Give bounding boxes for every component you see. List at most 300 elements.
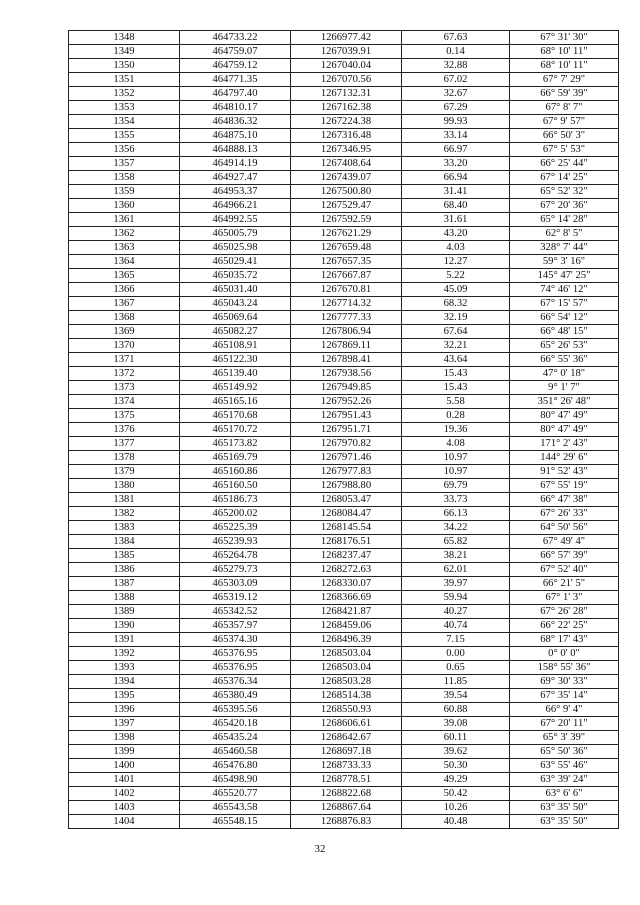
distance-cell: 66.94 — [402, 171, 510, 185]
distance-cell: 40.27 — [402, 605, 510, 619]
x-coordinate-cell: 464810.17 — [180, 101, 291, 115]
angle-cell: 66° 48' 15" — [510, 325, 619, 339]
y-coordinate-cell: 1268697.18 — [291, 745, 402, 759]
y-coordinate-cell: 1267659.48 — [291, 241, 402, 255]
table-row — [69, 129, 619, 143]
y-coordinate-cell: 1267408.64 — [291, 157, 402, 171]
x-coordinate-cell: 465122.30 — [180, 353, 291, 367]
angle-cell: 63° 35' 50" — [510, 801, 619, 815]
angle-cell: 74° 46' 12" — [510, 283, 619, 297]
table-row — [69, 255, 619, 269]
table-row — [69, 759, 619, 773]
table-row — [69, 549, 619, 563]
angle-cell: 0° 0' 0" — [510, 647, 619, 661]
point-number-cell: 1349 — [69, 45, 180, 59]
angle-cell: 9° 1' 7" — [510, 381, 619, 395]
point-number-cell: 1380 — [69, 479, 180, 493]
point-number-cell: 1368 — [69, 311, 180, 325]
distance-cell: 68.32 — [402, 297, 510, 311]
y-coordinate-cell: 1267938.56 — [291, 367, 402, 381]
distance-cell: 66.97 — [402, 143, 510, 157]
distance-cell: 33.20 — [402, 157, 510, 171]
angle-cell: 66° 25' 44" — [510, 157, 619, 171]
table-row — [69, 199, 619, 213]
table-row — [69, 479, 619, 493]
table-row — [69, 801, 619, 815]
point-number-cell: 1363 — [69, 241, 180, 255]
angle-cell: 67° 35' 14" — [510, 689, 619, 703]
table-row — [69, 409, 619, 423]
coordinates-table — [68, 30, 619, 829]
angle-cell: 66° 55' 36" — [510, 353, 619, 367]
y-coordinate-cell: 1267988.80 — [291, 479, 402, 493]
distance-cell: 40.74 — [402, 619, 510, 633]
table-row — [69, 563, 619, 577]
x-coordinate-cell: 465239.93 — [180, 535, 291, 549]
y-coordinate-cell: 1267970.82 — [291, 437, 402, 451]
distance-cell: 49.29 — [402, 773, 510, 787]
y-coordinate-cell: 1267500.80 — [291, 185, 402, 199]
table-row — [69, 45, 619, 59]
point-number-cell: 1378 — [69, 451, 180, 465]
distance-cell: 10.26 — [402, 801, 510, 815]
y-coordinate-cell: 1267657.35 — [291, 255, 402, 269]
angle-cell: 64° 50' 56" — [510, 521, 619, 535]
table-row — [69, 815, 619, 829]
y-coordinate-cell: 1267951.71 — [291, 423, 402, 437]
angle-cell: 67° 7' 29" — [510, 73, 619, 87]
table-row — [69, 269, 619, 283]
y-coordinate-cell: 1267806.94 — [291, 325, 402, 339]
distance-cell: 34.22 — [402, 521, 510, 535]
y-coordinate-cell: 1268084.47 — [291, 507, 402, 521]
angle-cell: 66° 21' 5" — [510, 577, 619, 591]
point-number-cell: 1397 — [69, 717, 180, 731]
y-coordinate-cell: 1268822.68 — [291, 787, 402, 801]
x-coordinate-cell: 464733.22 — [180, 31, 291, 45]
table-row — [69, 591, 619, 605]
table-row — [69, 297, 619, 311]
y-coordinate-cell: 1267971.46 — [291, 451, 402, 465]
table-row — [69, 101, 619, 115]
x-coordinate-cell: 464875.10 — [180, 129, 291, 143]
distance-cell: 39.08 — [402, 717, 510, 731]
table-row — [69, 311, 619, 325]
distance-cell: 5.22 — [402, 269, 510, 283]
y-coordinate-cell: 1268867.64 — [291, 801, 402, 815]
angle-cell: 66° 22' 25" — [510, 619, 619, 633]
point-number-cell: 1401 — [69, 773, 180, 787]
angle-cell: 67° 31' 30" — [510, 31, 619, 45]
x-coordinate-cell: 465043.24 — [180, 297, 291, 311]
table-row — [69, 521, 619, 535]
y-coordinate-cell: 1268145.54 — [291, 521, 402, 535]
angle-cell: 47° 0' 18" — [510, 367, 619, 381]
point-number-cell: 1390 — [69, 619, 180, 633]
distance-cell: 12.27 — [402, 255, 510, 269]
angle-cell: 63° 35' 50" — [510, 815, 619, 829]
point-number-cell: 1351 — [69, 73, 180, 87]
x-coordinate-cell: 465476.80 — [180, 759, 291, 773]
y-coordinate-cell: 1268550.93 — [291, 703, 402, 717]
point-number-cell: 1387 — [69, 577, 180, 591]
point-number-cell: 1385 — [69, 549, 180, 563]
angle-cell: 67° 14' 25" — [510, 171, 619, 185]
distance-cell: 4.03 — [402, 241, 510, 255]
x-coordinate-cell: 465186.73 — [180, 493, 291, 507]
y-coordinate-cell: 1267039.91 — [291, 45, 402, 59]
distance-cell: 67.64 — [402, 325, 510, 339]
angle-cell: 69° 30' 33" — [510, 675, 619, 689]
x-coordinate-cell: 465025.98 — [180, 241, 291, 255]
y-coordinate-cell: 1267316.48 — [291, 129, 402, 143]
table-row — [69, 675, 619, 689]
y-coordinate-cell: 1267346.95 — [291, 143, 402, 157]
distance-cell: 39.54 — [402, 689, 510, 703]
y-coordinate-cell: 1267592.59 — [291, 213, 402, 227]
table-row — [69, 507, 619, 521]
y-coordinate-cell: 1267952.26 — [291, 395, 402, 409]
x-coordinate-cell: 465069.64 — [180, 311, 291, 325]
angle-cell: 68° 10' 11" — [510, 45, 619, 59]
distance-cell: 40.48 — [402, 815, 510, 829]
point-number-cell: 1400 — [69, 759, 180, 773]
table-row — [69, 661, 619, 675]
x-coordinate-cell: 465498.90 — [180, 773, 291, 787]
x-coordinate-cell: 465342.52 — [180, 605, 291, 619]
x-coordinate-cell: 464966.21 — [180, 199, 291, 213]
distance-cell: 99.93 — [402, 115, 510, 129]
distance-cell: 68.40 — [402, 199, 510, 213]
table-row — [69, 227, 619, 241]
table-row — [69, 731, 619, 745]
y-coordinate-cell: 1267714.32 — [291, 297, 402, 311]
distance-cell: 33.14 — [402, 129, 510, 143]
x-coordinate-cell: 465435.24 — [180, 731, 291, 745]
distance-cell: 15.43 — [402, 381, 510, 395]
x-coordinate-cell: 465108.91 — [180, 339, 291, 353]
table-row — [69, 633, 619, 647]
table-row — [69, 619, 619, 633]
angle-cell: 67° 9' 57" — [510, 115, 619, 129]
angle-cell: 65° 50' 36" — [510, 745, 619, 759]
x-coordinate-cell: 465029.41 — [180, 255, 291, 269]
distance-cell: 60.88 — [402, 703, 510, 717]
point-number-cell: 1360 — [69, 199, 180, 213]
distance-cell: 32.19 — [402, 311, 510, 325]
table-row — [69, 115, 619, 129]
angle-cell: 80° 47' 49" — [510, 409, 619, 423]
point-number-cell: 1403 — [69, 801, 180, 815]
x-coordinate-cell: 464771.35 — [180, 73, 291, 87]
angle-cell: 59° 3' 16" — [510, 255, 619, 269]
y-coordinate-cell: 1268237.47 — [291, 549, 402, 563]
x-coordinate-cell: 464927.47 — [180, 171, 291, 185]
point-number-cell: 1379 — [69, 465, 180, 479]
x-coordinate-cell: 464836.32 — [180, 115, 291, 129]
x-coordinate-cell: 465035.72 — [180, 269, 291, 283]
angle-cell: 63° 55' 46" — [510, 759, 619, 773]
table-row — [69, 437, 619, 451]
distance-cell: 31.61 — [402, 213, 510, 227]
point-number-cell: 1372 — [69, 367, 180, 381]
y-coordinate-cell: 1268733.33 — [291, 759, 402, 773]
angle-cell: 67° 55' 19" — [510, 479, 619, 493]
x-coordinate-cell: 464759.07 — [180, 45, 291, 59]
x-coordinate-cell: 465160.50 — [180, 479, 291, 493]
angle-cell: 63° 6' 6" — [510, 787, 619, 801]
angle-cell: 91° 52' 43" — [510, 465, 619, 479]
distance-cell: 31.41 — [402, 185, 510, 199]
x-coordinate-cell: 464797.40 — [180, 87, 291, 101]
point-number-cell: 1374 — [69, 395, 180, 409]
point-number-cell: 1371 — [69, 353, 180, 367]
point-number-cell: 1352 — [69, 87, 180, 101]
y-coordinate-cell: 1268053.47 — [291, 493, 402, 507]
angle-cell: 158° 55' 36" — [510, 661, 619, 675]
distance-cell: 50.30 — [402, 759, 510, 773]
point-number-cell: 1366 — [69, 283, 180, 297]
point-number-cell: 1354 — [69, 115, 180, 129]
angle-cell: 67° 8' 7" — [510, 101, 619, 115]
angle-cell: 68° 10' 11" — [510, 59, 619, 73]
distance-cell: 32.67 — [402, 87, 510, 101]
angle-cell: 66° 57' 39" — [510, 549, 619, 563]
angle-cell: 67° 20' 36" — [510, 199, 619, 213]
point-number-cell: 1396 — [69, 703, 180, 717]
table-row — [69, 703, 619, 717]
distance-cell: 60.11 — [402, 731, 510, 745]
point-number-cell: 1381 — [69, 493, 180, 507]
table-row — [69, 73, 619, 87]
angle-cell: 62° 8' 5" — [510, 227, 619, 241]
point-number-cell: 1398 — [69, 731, 180, 745]
distance-cell: 10.97 — [402, 451, 510, 465]
table-row — [69, 493, 619, 507]
point-number-cell: 1369 — [69, 325, 180, 339]
angle-cell: 144° 29' 6" — [510, 451, 619, 465]
x-coordinate-cell: 464888.13 — [180, 143, 291, 157]
table-row — [69, 59, 619, 73]
angle-cell: 63° 39' 24" — [510, 773, 619, 787]
point-number-cell: 1358 — [69, 171, 180, 185]
table-row — [69, 395, 619, 409]
distance-cell: 67.63 — [402, 31, 510, 45]
x-coordinate-cell: 465303.09 — [180, 577, 291, 591]
point-number-cell: 1399 — [69, 745, 180, 759]
point-number-cell: 1377 — [69, 437, 180, 451]
point-number-cell: 1348 — [69, 31, 180, 45]
point-number-cell: 1357 — [69, 157, 180, 171]
distance-cell: 0.14 — [402, 45, 510, 59]
y-coordinate-cell: 1267949.85 — [291, 381, 402, 395]
y-coordinate-cell: 1268330.07 — [291, 577, 402, 591]
x-coordinate-cell: 465173.82 — [180, 437, 291, 451]
point-number-cell: 1353 — [69, 101, 180, 115]
distance-cell: 39.62 — [402, 745, 510, 759]
point-number-cell: 1370 — [69, 339, 180, 353]
angle-cell: 66° 9' 4" — [510, 703, 619, 717]
point-number-cell: 1365 — [69, 269, 180, 283]
distance-cell: 66.13 — [402, 507, 510, 521]
x-coordinate-cell: 465170.72 — [180, 423, 291, 437]
table-row — [69, 647, 619, 661]
y-coordinate-cell: 1267040.04 — [291, 59, 402, 73]
table-row — [69, 451, 619, 465]
table-row — [69, 605, 619, 619]
angle-cell: 67° 26' 33" — [510, 507, 619, 521]
distance-cell: 32.21 — [402, 339, 510, 353]
y-coordinate-cell: 1268642.67 — [291, 731, 402, 745]
angle-cell: 68° 17' 43" — [510, 633, 619, 647]
x-coordinate-cell: 465165.16 — [180, 395, 291, 409]
table-row — [69, 787, 619, 801]
x-coordinate-cell: 465357.97 — [180, 619, 291, 633]
point-number-cell: 1389 — [69, 605, 180, 619]
x-coordinate-cell: 464914.19 — [180, 157, 291, 171]
y-coordinate-cell: 1267529.47 — [291, 199, 402, 213]
table-row — [69, 367, 619, 381]
y-coordinate-cell: 1268503.04 — [291, 647, 402, 661]
distance-cell: 43.20 — [402, 227, 510, 241]
distance-cell: 62.01 — [402, 563, 510, 577]
table-row — [69, 745, 619, 759]
point-number-cell: 1382 — [69, 507, 180, 521]
point-number-cell: 1392 — [69, 647, 180, 661]
distance-cell: 0.28 — [402, 409, 510, 423]
angle-cell: 67° 52' 40" — [510, 563, 619, 577]
y-coordinate-cell: 1268496.39 — [291, 633, 402, 647]
angle-cell: 66° 54' 12" — [510, 311, 619, 325]
y-coordinate-cell: 1267439.07 — [291, 171, 402, 185]
point-number-cell: 1395 — [69, 689, 180, 703]
table-row — [69, 241, 619, 255]
x-coordinate-cell: 465149.92 — [180, 381, 291, 395]
y-coordinate-cell: 1268421.87 — [291, 605, 402, 619]
y-coordinate-cell: 1268514.38 — [291, 689, 402, 703]
angle-cell: 65° 52' 32" — [510, 185, 619, 199]
distance-cell: 38.21 — [402, 549, 510, 563]
x-coordinate-cell: 465031.40 — [180, 283, 291, 297]
y-coordinate-cell: 1268366.69 — [291, 591, 402, 605]
y-coordinate-cell: 1267162.38 — [291, 101, 402, 115]
point-number-cell: 1362 — [69, 227, 180, 241]
x-coordinate-cell: 464953.37 — [180, 185, 291, 199]
y-coordinate-cell: 1268876.83 — [291, 815, 402, 829]
y-coordinate-cell: 1268778.51 — [291, 773, 402, 787]
y-coordinate-cell: 1267070.56 — [291, 73, 402, 87]
x-coordinate-cell: 465380.49 — [180, 689, 291, 703]
y-coordinate-cell: 1267977.83 — [291, 465, 402, 479]
point-number-cell: 1391 — [69, 633, 180, 647]
point-number-cell: 1383 — [69, 521, 180, 535]
point-number-cell: 1367 — [69, 297, 180, 311]
x-coordinate-cell: 465319.12 — [180, 591, 291, 605]
table-row — [69, 339, 619, 353]
point-number-cell: 1394 — [69, 675, 180, 689]
distance-cell: 67.02 — [402, 73, 510, 87]
y-coordinate-cell: 1268503.04 — [291, 661, 402, 675]
x-coordinate-cell: 465376.34 — [180, 675, 291, 689]
point-number-cell: 1404 — [69, 815, 180, 829]
table-row — [69, 31, 619, 45]
table-row — [69, 423, 619, 437]
x-coordinate-cell: 465170.68 — [180, 409, 291, 423]
point-number-cell: 1361 — [69, 213, 180, 227]
angle-cell: 65° 3' 39" — [510, 731, 619, 745]
angle-cell: 145° 47' 25" — [510, 269, 619, 283]
point-number-cell: 1359 — [69, 185, 180, 199]
x-coordinate-cell: 465005.79 — [180, 227, 291, 241]
point-number-cell: 1373 — [69, 381, 180, 395]
point-number-cell: 1402 — [69, 787, 180, 801]
y-coordinate-cell: 1268272.63 — [291, 563, 402, 577]
distance-cell: 7.15 — [402, 633, 510, 647]
table-row — [69, 381, 619, 395]
distance-cell: 4.08 — [402, 437, 510, 451]
angle-cell: 65° 14' 28" — [510, 213, 619, 227]
point-number-cell: 1376 — [69, 423, 180, 437]
x-coordinate-cell: 465420.18 — [180, 717, 291, 731]
y-coordinate-cell: 1267224.38 — [291, 115, 402, 129]
x-coordinate-cell: 465548.15 — [180, 815, 291, 829]
y-coordinate-cell: 1268503.28 — [291, 675, 402, 689]
y-coordinate-cell: 1267869.11 — [291, 339, 402, 353]
angle-cell: 67° 20' 11" — [510, 717, 619, 731]
distance-cell: 15.43 — [402, 367, 510, 381]
distance-cell: 11.85 — [402, 675, 510, 689]
x-coordinate-cell: 465376.95 — [180, 661, 291, 675]
table-row — [69, 325, 619, 339]
distance-cell: 69.79 — [402, 479, 510, 493]
point-number-cell: 1375 — [69, 409, 180, 423]
angle-cell: 328° 7' 44" — [510, 241, 619, 255]
distance-cell: 19.36 — [402, 423, 510, 437]
y-coordinate-cell: 1267132.31 — [291, 87, 402, 101]
angle-cell: 66° 59' 39" — [510, 87, 619, 101]
angle-cell: 65° 26' 53" — [510, 339, 619, 353]
distance-cell: 50.42 — [402, 787, 510, 801]
table-row — [69, 717, 619, 731]
angle-cell: 80° 47' 49" — [510, 423, 619, 437]
distance-cell: 59.94 — [402, 591, 510, 605]
point-number-cell: 1355 — [69, 129, 180, 143]
angle-cell: 66° 47' 38" — [510, 493, 619, 507]
coordinates-table-container — [68, 30, 618, 829]
table-row — [69, 353, 619, 367]
angle-cell: 67° 26' 28" — [510, 605, 619, 619]
distance-cell: 39.97 — [402, 577, 510, 591]
x-coordinate-cell: 465200.02 — [180, 507, 291, 521]
x-coordinate-cell: 465520.77 — [180, 787, 291, 801]
table-row — [69, 157, 619, 171]
y-coordinate-cell: 1268459.06 — [291, 619, 402, 633]
distance-cell: 65.82 — [402, 535, 510, 549]
point-number-cell: 1350 — [69, 59, 180, 73]
point-number-cell: 1364 — [69, 255, 180, 269]
angle-cell: 67° 49' 4" — [510, 535, 619, 549]
x-coordinate-cell: 465139.40 — [180, 367, 291, 381]
x-coordinate-cell: 465082.27 — [180, 325, 291, 339]
table-row — [69, 465, 619, 479]
distance-cell: 32.88 — [402, 59, 510, 73]
x-coordinate-cell: 464759.12 — [180, 59, 291, 73]
table-row — [69, 773, 619, 787]
angle-cell: 66° 50' 3" — [510, 129, 619, 143]
table-row — [69, 213, 619, 227]
y-coordinate-cell: 1267667.87 — [291, 269, 402, 283]
coordinates-table-body — [69, 31, 619, 829]
